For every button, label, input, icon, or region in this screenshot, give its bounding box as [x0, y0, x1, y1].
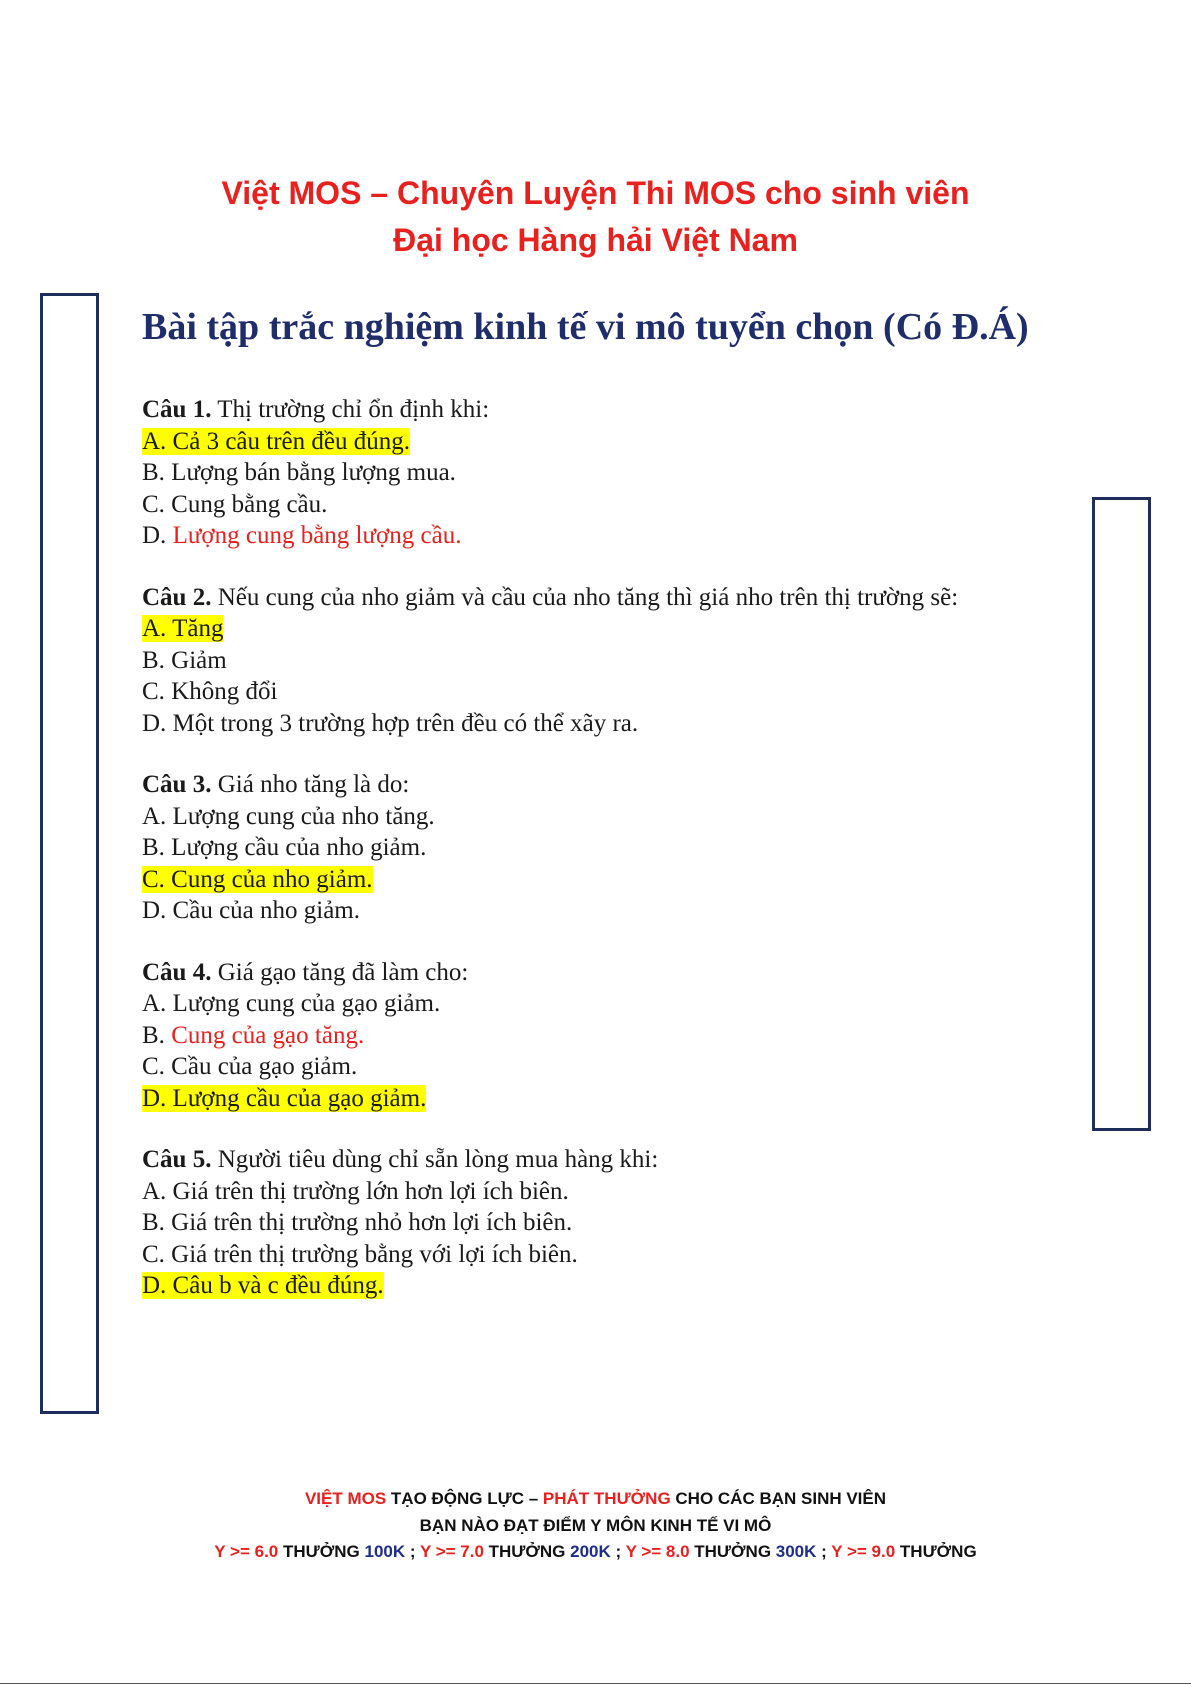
- question-4-option-c: C. Cầu của gạo giảm.: [142, 1053, 358, 1080]
- question-3-option-a: A. Lượng cung của nho tăng.: [142, 802, 435, 830]
- question-4-option-d-text: D. Lượng cầu của gạo giảm.: [142, 1084, 427, 1112]
- question-4-option-b-text: Cung của gạo tăng.: [171, 1021, 365, 1049]
- question-5-option-d: [142, 1270, 1072, 1302]
- document-title: Bài tập trắc nghiệm kinh tế vi mô tuyển chọn (Có Đ.Á): [142, 306, 1029, 348]
- footer-cond-2: Y >= 7.0: [419, 1542, 484, 1561]
- question-4: [142, 957, 1072, 1115]
- question-1-label: Câu 1.: [142, 396, 212, 423]
- question-2-option-d: D. Một trong 3 trường hợp trên đều có thể xãy ra.: [142, 709, 639, 737]
- footer-sep-2: ;: [610, 1542, 626, 1561]
- question-5-label: Câu 5.: [142, 1146, 212, 1173]
- question-5-option-c: C. Giá trên thị trường bằng với lợi ích biên.: [142, 1240, 578, 1268]
- header-line-2: Đại học Hàng hải Việt Nam: [393, 222, 798, 258]
- footer-line-1: [0, 1486, 1191, 1513]
- footer-reward-label-3: THƯỞNG: [689, 1542, 776, 1561]
- footer-reward-word: PHÁT THƯỞNG: [542, 1489, 671, 1508]
- question-4-option-a: A. Lượng cung của gạo giảm.: [142, 990, 441, 1017]
- question-1-stem: [142, 394, 1072, 426]
- footer-amount-3: 300K: [775, 1542, 817, 1561]
- footer-amount-1: 100K: [364, 1542, 406, 1561]
- footer-line-3: [0, 1539, 1191, 1566]
- question-2-option-a: [142, 613, 1072, 645]
- question-3-option-b: B. Lượng cầu của nho giảm.: [142, 834, 427, 861]
- question-1-option-d-text: Lượng cung bằng lượng cầu.: [172, 522, 462, 549]
- question-5-text: Người tiêu dùng chỉ sẵn lòng mua hàng khi:: [211, 1146, 659, 1173]
- question-1-text: Thị trường chỉ ổn định khi:: [211, 396, 490, 423]
- question-1-option-b: B. Lượng bán bằng lượng mua.: [142, 459, 456, 486]
- question-3-option-c-text: C. Cung của nho giảm.: [142, 865, 373, 893]
- footer-reward-label-1: THƯỞNG: [278, 1542, 365, 1561]
- question-5-option-d-text: D. Câu b và c đều đúng.: [142, 1272, 384, 1299]
- question-2-text: Nếu cung của nho giảm và cầu của nho tăng thì giá nho trên thị trường sẽ:: [211, 583, 959, 611]
- question-3: [142, 769, 1072, 927]
- footer-amount-2: 200K: [570, 1542, 611, 1561]
- question-2-option-b: B. Giảm: [142, 646, 227, 674]
- footer-reward-label-4: THƯỞNG: [895, 1542, 977, 1561]
- question-1-option-d-prefix: D.: [142, 522, 173, 549]
- promo-footer: [0, 1486, 1191, 1566]
- question-5-option-a: A. Giá trên thị trường lớn hơn lợi ích biên.: [142, 1177, 569, 1205]
- footer-line-1-text-b: CHO CÁC BẠN SINH VIÊN: [670, 1489, 887, 1508]
- footer-brand: VIỆT MOS: [304, 1489, 387, 1508]
- question-1-option-a-text: A. Cả 3 câu trên đều đúng.: [142, 427, 410, 455]
- question-4-option-b: [142, 1020, 1072, 1052]
- question-3-option-d: D. Cầu của nho giảm.: [142, 897, 361, 924]
- footer-line-2: BẠN NÀO ĐẠT ĐIỂM Y MÔN KINH TẾ VI MÔ: [419, 1515, 772, 1535]
- question-1-option-c: C. Cung bằng cầu.: [142, 490, 328, 518]
- footer-sep-3: ;: [816, 1542, 832, 1561]
- question-4-option-d: [142, 1083, 1072, 1115]
- question-5-option-b: B. Giá trên thị trường nhỏ hơn lợi ích biên.: [142, 1209, 573, 1236]
- question-4-text: Giá gạo tăng đã làm cho:: [211, 958, 469, 986]
- footer-cond-3: Y >= 8.0: [625, 1542, 690, 1561]
- page-header: [0, 170, 1191, 264]
- question-2-option-a-text: A. Tăng: [142, 615, 224, 642]
- question-4-label: Câu 4.: [142, 958, 212, 986]
- question-4-stem: [142, 957, 1072, 989]
- bottom-divider: [0, 1683, 1191, 1684]
- footer-cond-4: Y >= 9.0: [831, 1542, 896, 1561]
- footer-cond-1: Y >= 6.0: [214, 1542, 279, 1561]
- question-3-label: Câu 3.: [142, 771, 212, 798]
- question-5-stem: [142, 1144, 1072, 1176]
- question-1: [142, 394, 1072, 552]
- question-2: [142, 582, 1072, 740]
- question-3-text: Giá nho tăng là do:: [211, 771, 410, 798]
- footer-line-1-text-a: TẠO ĐỘNG LỰC –: [386, 1489, 543, 1508]
- question-2-label: Câu 2.: [142, 583, 212, 611]
- left-decorative-frame: [40, 293, 99, 1414]
- question-1-option-a: [142, 426, 1072, 458]
- footer-reward-label-2: THƯỞNG: [483, 1542, 571, 1561]
- question-list: [142, 394, 1072, 1332]
- question-4-option-b-prefix: B.: [142, 1021, 172, 1049]
- question-2-stem: [142, 582, 1072, 614]
- question-3-stem: [142, 769, 1072, 801]
- question-3-option-c: [142, 864, 1072, 896]
- question-5: [142, 1144, 1072, 1302]
- question-2-option-c: C. Không đổi: [142, 678, 278, 705]
- question-1-option-d: [142, 520, 1072, 552]
- footer-sep-1: ;: [405, 1542, 420, 1561]
- right-decorative-frame: [1092, 497, 1151, 1131]
- header-line-1: Việt MOS – Chuyên Luyện Thi MOS cho sinh viên: [221, 175, 970, 211]
